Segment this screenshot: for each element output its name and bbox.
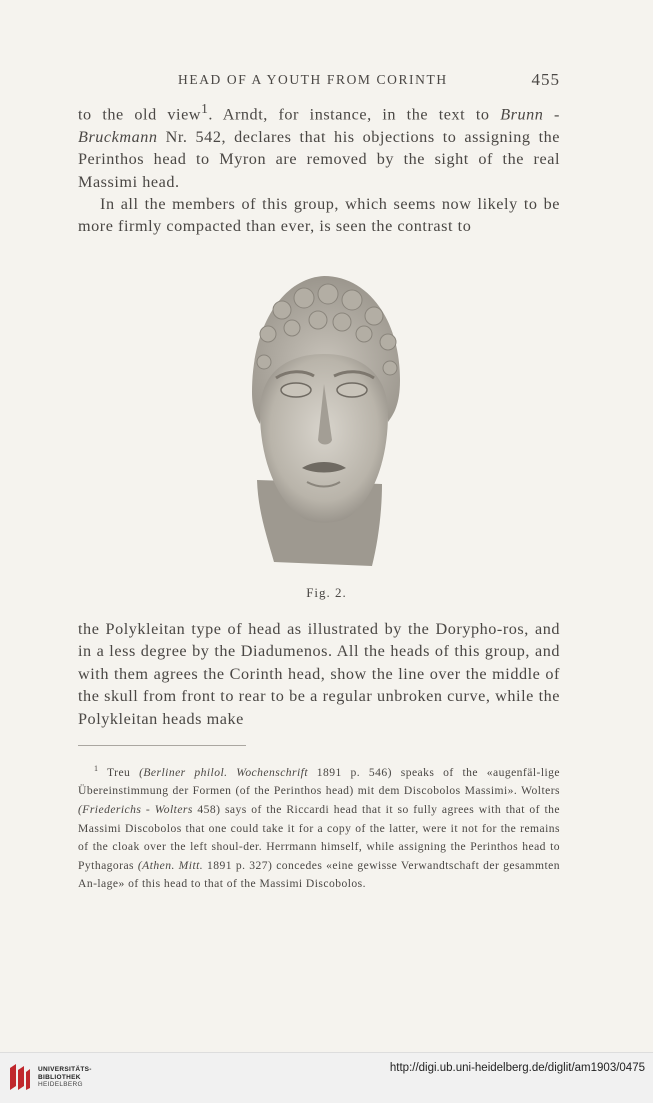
footnote-ref: 1 (201, 101, 209, 116)
footnote-rule (78, 745, 246, 746)
footnote-marker: 1 (94, 764, 99, 773)
body-text-top (78, 98, 560, 238)
permalink-url[interactable]: http://digi.ub.uni-heidelberg.de/diglit/am1903/0475 (389, 1062, 645, 1074)
viewer-footer (0, 1052, 653, 1103)
paragraph-continued: to the old view$^1$. Arndt, for instance, in the text to Brunn - Bruckmann Nr. 542, declares that his objections to assigning the Perinthos head to Myron are removed by the sight of the real Massimi head. (78, 101, 560, 191)
figure-head-of-youth (222, 262, 422, 574)
footnote: $^1$ Treu (Berliner philol. Wochenschrift 1891 p. 546) speaks of the «augenfäl-lige Übereinstimmung der Formen (of the Perinthos head) mit dem Discobolos Massimi». Wolters (Friederichs - Wolters 458) says of the Riccardi head that it so fully agrees with that of the Massimi Discobolos that one could take it for a copy of the latter, were it not for the remains of the cloak over the left shoul-der. Herrmann himself, while assigning the Perinthos head to Pythagoras (Athen. Mitt. 1891 p. 327) concedes «eine gewisse Verwandtschaft der gesammten An-lage» of this head to that of the Massimi Discobolos. (78, 764, 561, 891)
body-text-bottom: the Polykleitan type of head as illustrated by the Dorypho-ros, and in a less degree by the Diadumenos. All the heads of this group, and with them agrees the Corinth head, show the line over the middle of the skull from front to rear to be a regular unbroken curve, while the Polykleitan heads make (78, 620, 560, 728)
running-head (78, 72, 560, 92)
paragraph: In all the members of this group, which seems now likely to be more firmly compacted than ever, is seen the contrast to (78, 195, 560, 236)
page-number: 455 (531, 70, 560, 89)
figure-caption: Fig. 2. (306, 585, 347, 600)
university-library-logo-icon (8, 1062, 32, 1092)
cited-work: Brunn - Bruckmann (78, 105, 560, 146)
running-title: HEAD OF A YOUTH FROM CORINTH (178, 72, 448, 87)
library-name: UNIVERSITÄTS- BIBLIOTHEK HEIDELBERG (38, 1066, 92, 1088)
